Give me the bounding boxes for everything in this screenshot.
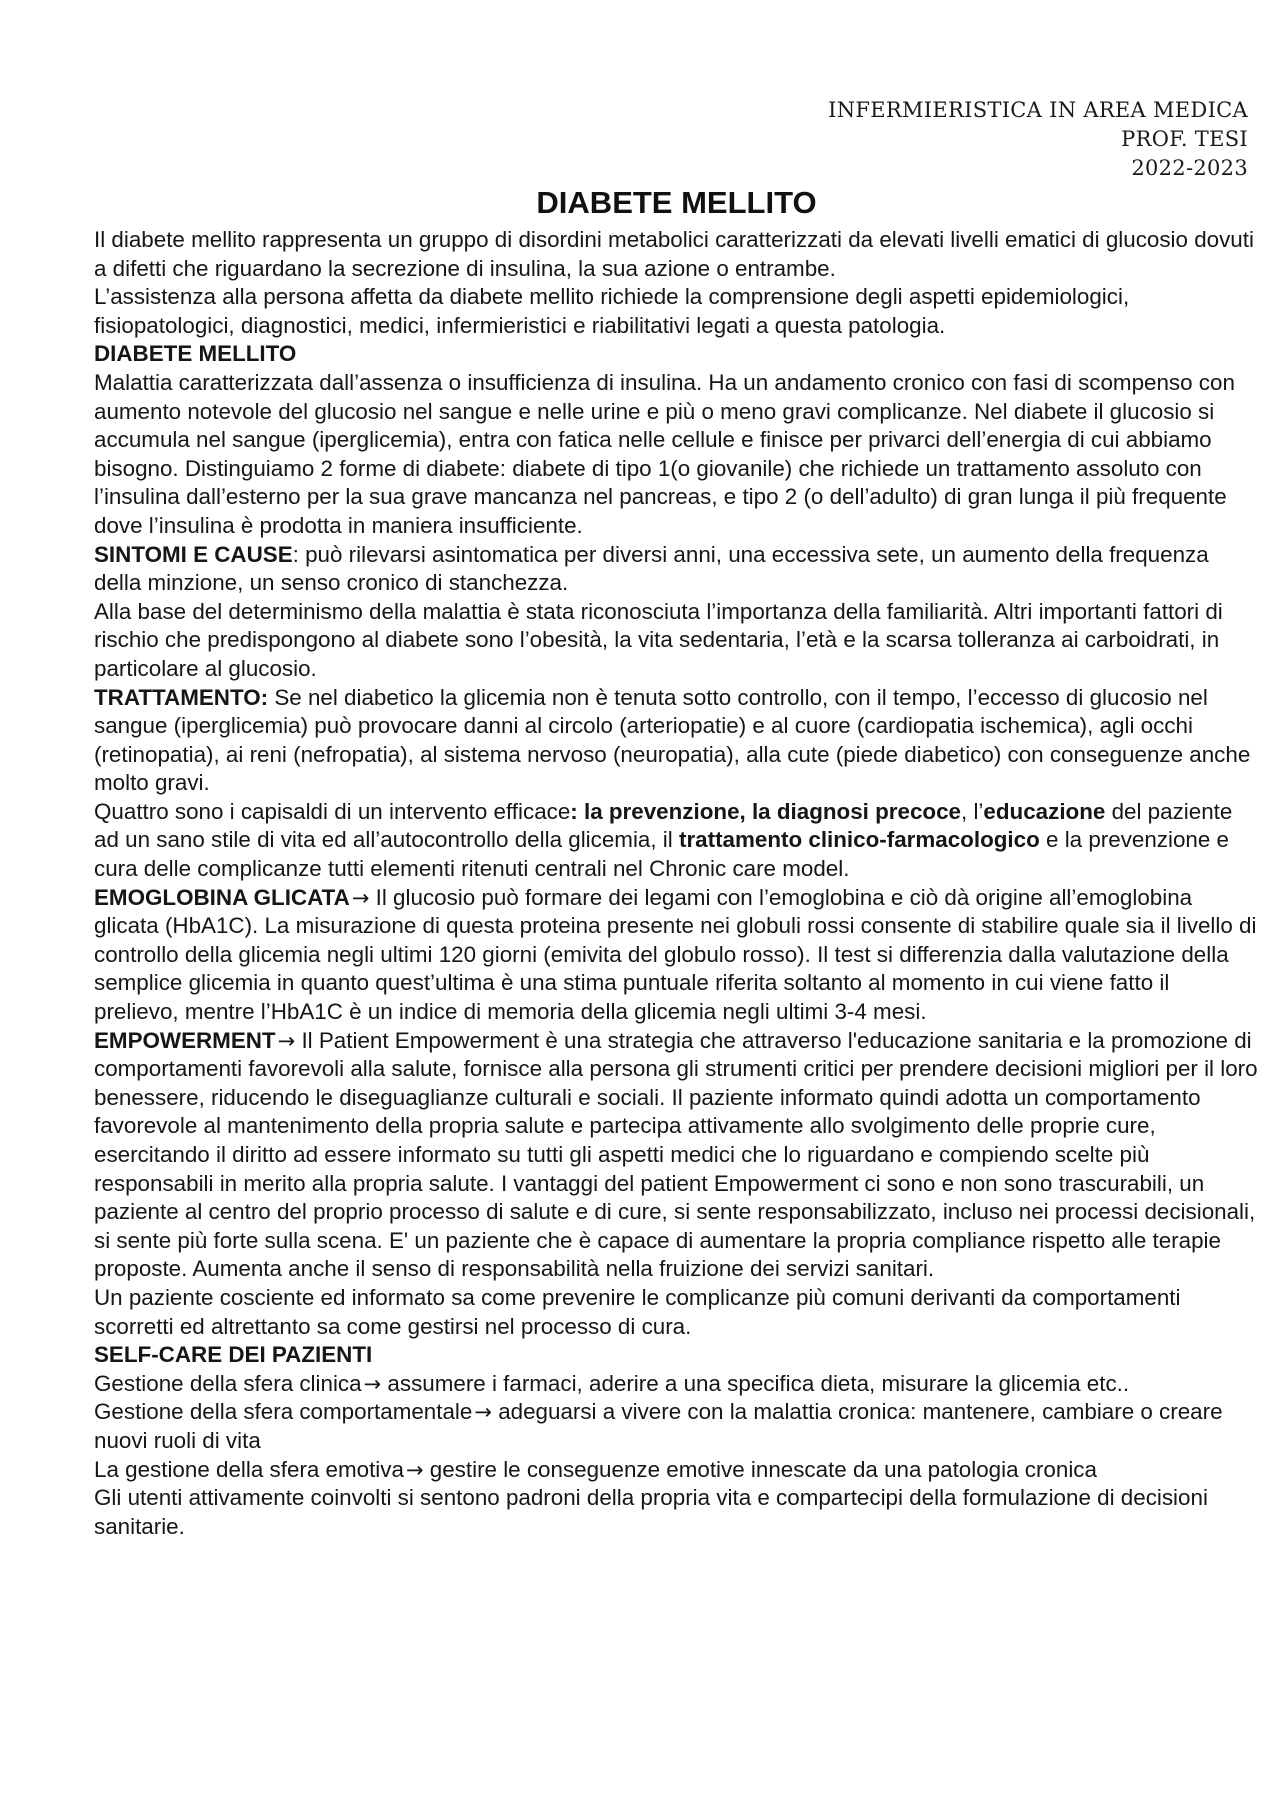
section-heading-emoglobina: EMOGLOBINA GLICATA [94,884,350,910]
emoglobina-paragraph [94,884,1260,1027]
section-heading-sintomi: SINTOMI E CAUSE [94,541,293,567]
empowerment-paragraph [94,1027,1260,1284]
arrow-right-icon: → [474,1400,492,1425]
trattamento-paragraph [94,684,1260,798]
emoglobina-text: Il glucosio può formare dei legami con l’emoglobina e ciò dà origine all’emoglobina glicata (HbA1C). La misurazione di questa proteina presente nei globuli rossi consente di stabilire quale sia il livello di controllo della glicemia negli ultimi 120 giorni (emivita del globulo rosso). Il test si differenzia dalla valutazione della semplice glicemia in quanto quest’ultima è una stima puntuale riferita soltanto al momento in cui viene fatto il prelievo, mentre l’HbA1C è un indice di memoria della glicemia negli ultimi 3-4 mesi. [94,884,1257,1025]
capisaldi-bold-1: : la prevenzione, la diagnosi precoce [570,798,962,824]
arrow-right-icon: → [351,885,370,910]
selfcare-item-label: La gestione della sfera emotiva [94,1456,404,1482]
selfcare-item [94,1370,1260,1399]
capisaldi-text-2: , l’ [961,798,984,824]
sintomi-text: : può rilevarsi asintomatica per diversi anni, una eccessiva sete, un aumento della frequenza della minzione, un senso cronico di stanchezza. [94,541,1209,596]
document-header [828,96,1248,183]
capisaldi-bold-3: trattamento clinico-farmacologico [678,827,1040,853]
capisaldi-text-1: Quattro sono i capisaldi di un intervento efficace [94,798,571,824]
sintomi-paragraph [94,541,1260,598]
selfcare-item [94,1456,1260,1485]
cause-paragraph: Alla base del determinismo della malattia è stata riconosciuta l’importanza della familiarità. Altri importanti fattori di rischio che predispongono al diabete sono l’obesità, la vita sedentaria, l’età e la scarsa tolleranza ai carboidrati, in particolare al glucosio. [94,598,1223,681]
selfcare-closing: Gli utenti attivamente coinvolti si sentono padroni della propria vita e compartecipi della formulazione di decisioni sanitarie. [94,1485,1208,1539]
section-heading-empowerment: EMPOWERMENT [94,1027,276,1053]
professor-name: PROF. TESI [1121,127,1248,151]
section-heading-trattamento: TRATTAMENTO: [94,684,269,710]
trattamento-text: Se nel diabetico la glicemia non è tenuta sotto controllo, con il tempo, l’eccesso di glucosio nel sangue (iperglicemia) può provocare danni al circolo (arteriopatie) e al cuore (cardiopatia ischemica), agli occhi (retinopatia), ai reni (nefropatia), al sistema nervoso (neuropatia), alla cute (piede diabetico) con conseguenze anche molto gravi. [94,684,1251,796]
selfcare-item-text: gestire le conseguenze emotive innescate da una patologia cronica [423,1456,1097,1482]
capisaldi-text-4: e la prevenzione e cura delle complicanze tutti elementi ritenuti centrali nel Chronic care model. [94,827,1230,882]
page-title: DIABETE MELLITO [536,185,817,220]
selfcare-item-label: Gestione della sfera clinica [94,1370,362,1396]
capisaldi-paragraph [94,798,1260,884]
course-name: INFERMIERISTICA IN AREA MEDICA [828,98,1248,122]
diabete-paragraph: Malattia caratterizzata dall’assenza o insufficienza di insulina. Ha un andamento cronico con fasi di scompenso con aumento notevole del glucosio nel sangue e nelle urine e più o meno gravi complicanze. Nel diabete il glucosio si accumula nel sangue (iperglicemia), entra con fatica nelle cellule e finisce per privarci dell’energia di cui abbiamo bisogno. Distinguiamo 2 forme di diabete: diabete di tipo 1(o giovanile) che richiede un trattamento assoluto con l’insulina dall’esterno per la sua grave mancanza nel pancreas, e tipo 2 (o dell’adulto) di gran lunga il più frequente dove l’insulina è prodotta in maniera insufficiente. [94,369,1235,538]
capisaldi-bold-2: educazione [983,798,1106,824]
arrow-right-icon: → [277,1028,296,1053]
intro-paragraph-2: L’assistenza alla persona affetta da diabete mellito richiede la comprensione degli aspetti epidemiologici, fisiopatologici, diagnostici, medici, infermieristici e riabilitativi legati a questa patologia. [94,284,1130,338]
selfcare-item-text: assumere i farmaci, aderire a una specifica dieta, misurare la glicemia etc.. [381,1370,1130,1396]
section-heading-selfcare: SELF-CARE DEI PAZIENTI [94,1342,373,1368]
empowerment-paragraph-2: Un paziente cosciente ed informato sa come prevenire le complicanze più comuni derivanti da comportamenti scorretti ed altrettanto sa come gestirsi nel processo di cura. [94,1284,1181,1339]
arrow-right-icon: → [405,1457,424,1482]
section-heading-diabete: DIABETE MELLITO [94,341,297,367]
academic-year: 2022-2023 [1131,156,1248,180]
empowerment-text: Il Patient Empowerment è una strategia che attraverso l'educazione sanitaria e la promozione di comportamenti favorevoli alla salute, fornisce alla persona gli strumenti critici per prendere decisioni migliori per il loro benessere, riducendo le diseguaglianze culturali e sociali. Il paziente informato quindi adotta un comportamento favorevole al mantenimento della propria salute e partecipa attivamente allo svolgimento delle proprie cure, esercitando il diritto ad essere informato su tutti gli aspetti medici che lo riguardano e compiendo scelte più responsabili in merito alla propria salute. I vantaggi del patient Empowerment ci sono e non sono trascurabili, un paziente al centro del proprio processo di salute e di cure, si sente responsabilizzato, incluso nei processi decisionali, si sente più forte sulla scena. E' un paziente che è capace di aumentare la propria compliance rispetto alle terapie proposte. Aumenta anche il senso di responsabilità nella fruizione dei servizi sanitari. [94,1027,1258,1282]
selfcare-item-text: adeguarsi a vivere con la malattia cronica: mantenere, cambiare o creare nuovi ruoli di vita [94,1399,1223,1453]
document-body [94,226,1260,1541]
intro-paragraph-1: Il diabete mellito rappresenta un gruppo di disordini metabolici caratterizzati da elevati livelli ematici di glucosio dovuti a difetti che riguardano la secrezione di insulina, la sua azione o entrambe. [94,227,1254,281]
capisaldi-text-3: del paziente ad un sano stile di vita ed all’autocontrollo della glicemia, il [94,798,1233,853]
selfcare-item [94,1398,1260,1455]
selfcare-item-label: Gestione della sfera comportamentale [94,1399,473,1425]
arrow-right-icon: → [363,1371,382,1396]
